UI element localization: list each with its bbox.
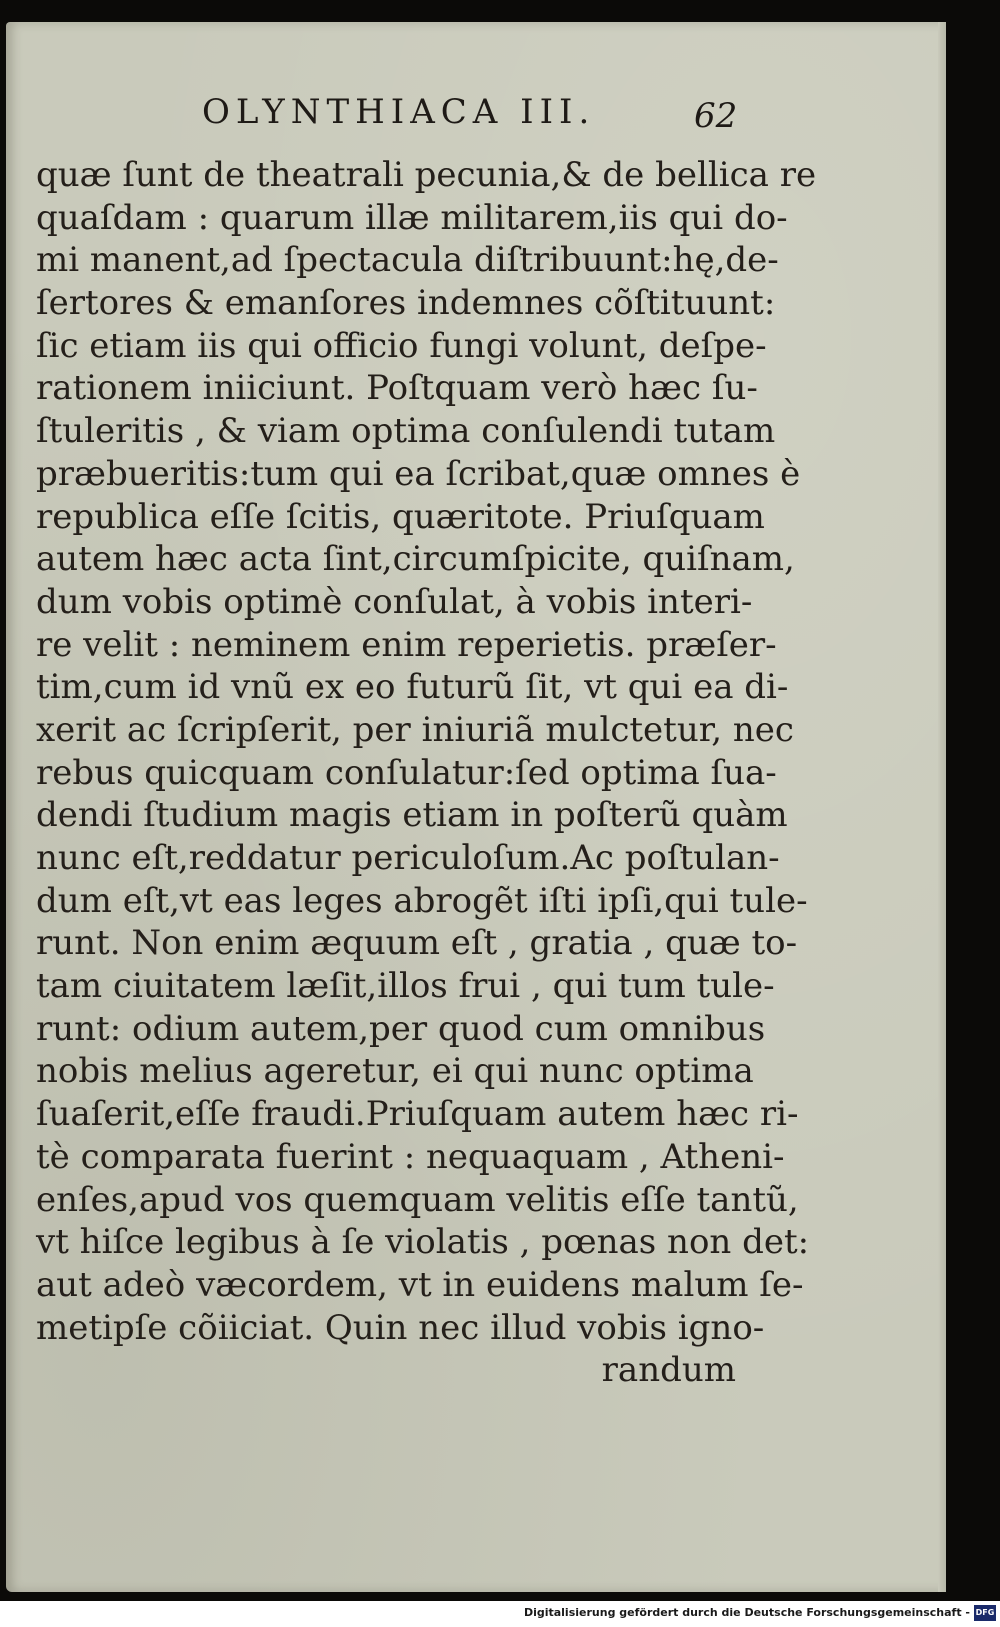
page-number: 62 bbox=[694, 96, 738, 136]
text-line: aut adeò væcordem, vt in euidens malum ſe- bbox=[36, 1264, 804, 1305]
text-line: vt hiſce legibus à ſe violatis , pœnas non det: bbox=[36, 1222, 810, 1263]
text-line: quæ ſunt de theatrali pecunia,& de bellica re bbox=[36, 155, 817, 195]
text-line: dum vobis optimè conſulat, à vobis interi- bbox=[36, 581, 753, 622]
text-line: republica eſſe ſcitis, quæritote. Priuſquam bbox=[36, 496, 765, 537]
book-page bbox=[6, 22, 946, 1592]
text-line: ſertores & emanſores indemnes cõſtituunt: bbox=[36, 283, 776, 324]
running-title: OLYNTHIACA III. bbox=[202, 92, 596, 132]
text-line: tè comparata fuerint : nequaquam , Atheni- bbox=[36, 1136, 785, 1177]
text-line: runt. Non enim æquum eſt , gratia , quæ to- bbox=[36, 923, 798, 964]
text-line: autem hæc acta ſint,circumſpicite, quiſnam, bbox=[36, 539, 795, 580]
body-text bbox=[36, 154, 817, 1392]
text-line: mi manent,ad ſpectacula diſtribuunt:hę,de- bbox=[36, 240, 779, 281]
text-line: rationem iniiciunt. Poſtquam verò hæc ſu- bbox=[36, 368, 758, 409]
text-line: runt: odium autem,per quod cum omnibus bbox=[36, 1008, 766, 1049]
text-line: metipſe cõiiciat. Quin nec illud vobis igno- bbox=[36, 1307, 765, 1348]
text-line: tam ciuitatem læſit,illos frui , qui tum tule- bbox=[36, 966, 775, 1007]
text-line: ſuaſerit,eſſe fraudi.Priuſquam autem hæc ri- bbox=[36, 1094, 799, 1135]
text-line: ſtuleritis , & viam optima conſulendi tutam bbox=[36, 411, 776, 452]
catchword: randum bbox=[601, 1350, 736, 1391]
text-line: re velit : neminem enim reperietis. præſer- bbox=[36, 624, 777, 665]
text-line: nobis melius ageretur, ei qui nunc optima bbox=[36, 1051, 754, 1092]
dfg-logo: DFG bbox=[974, 1605, 996, 1621]
running-head bbox=[6, 90, 946, 150]
text-line: tim,cum id vnũ ex eo futurũ ſit, vt qui ea di- bbox=[36, 667, 789, 708]
text-line: dum eſt,vt eas leges abrogẽt iſti ipſi,qui tule- bbox=[36, 880, 808, 921]
text-line: xerit ac ſcripſerit, per iniuriã mulctetur, nec bbox=[36, 709, 794, 750]
footer-credit: Digitalisierung gefördert durch die Deutsche Forschungsgemeinschaft - bbox=[523, 1606, 970, 1619]
page-edge bbox=[938, 22, 946, 1592]
text-line: præbueritis:tum qui ea ſcribat,quæ omnes è bbox=[36, 453, 801, 494]
text-line: quaſdam : quarum illæ militarem,iis qui do- bbox=[36, 197, 788, 238]
text-line: enſes,apud vos quemquam velitis eſſe tantũ, bbox=[36, 1179, 799, 1220]
text-line: rebus quicquam conſulatur:ſed optima ſua- bbox=[36, 752, 777, 793]
text-line: ſic etiam iis qui officio fungi volunt, deſpe- bbox=[36, 325, 767, 366]
text-line: dendi ſtudium magis etiam in poſterũ quàm bbox=[36, 795, 788, 836]
text-line: nunc eſt,reddatur periculoſum.Ac poſtulan- bbox=[36, 838, 780, 878]
digitization-footer bbox=[0, 1601, 1000, 1627]
